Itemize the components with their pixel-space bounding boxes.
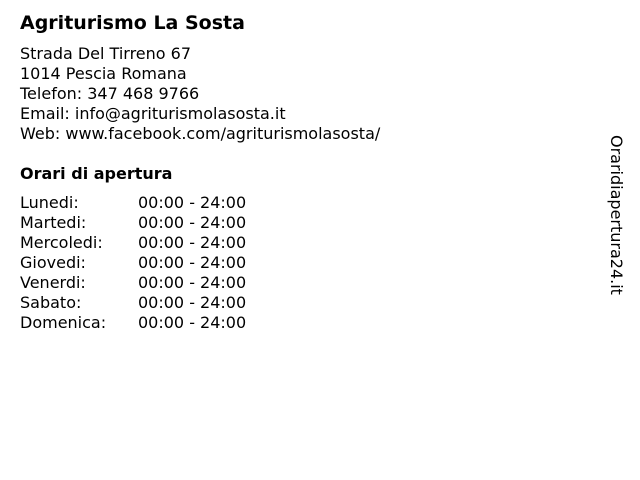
hours-row-monday bbox=[20, 193, 600, 213]
hours-row-friday bbox=[20, 273, 600, 293]
site-watermark: Oraridiapertura24.it bbox=[607, 135, 626, 295]
hours-day: Giovedi: bbox=[20, 253, 86, 272]
opening-hours-title: Orari di apertura bbox=[20, 164, 173, 183]
address-block bbox=[20, 44, 600, 144]
hours-time: 00:00 - 24:00 bbox=[138, 193, 247, 212]
hours-time: 00:00 - 24:00 bbox=[138, 213, 247, 232]
business-card bbox=[20, 10, 600, 333]
opening-hours-list bbox=[20, 193, 600, 333]
hours-row-tuesday bbox=[20, 213, 600, 233]
hours-row-saturday bbox=[20, 293, 600, 313]
hours-row-sunday bbox=[20, 313, 600, 333]
phone-line: Telefon: 347 468 9766 bbox=[20, 84, 200, 103]
hours-day: Martedi: bbox=[20, 213, 87, 232]
hours-time: 00:00 - 24:00 bbox=[138, 253, 247, 272]
hours-day: Domenica: bbox=[20, 313, 107, 332]
business-name: Agriturismo La Sosta bbox=[20, 12, 245, 34]
hours-day: Lunedi: bbox=[20, 193, 79, 212]
hours-time: 00:00 - 24:00 bbox=[138, 273, 247, 292]
hours-time: 00:00 - 24:00 bbox=[138, 293, 247, 312]
city-line: 1014 Pescia Romana bbox=[20, 64, 187, 83]
email-line: Email: info@agriturismolasosta.it bbox=[20, 104, 286, 123]
hours-day: Mercoledi: bbox=[20, 233, 103, 252]
street-address: Strada Del Tirreno 67 bbox=[20, 44, 192, 63]
hours-row-thursday bbox=[20, 253, 600, 273]
hours-day: Venerdi: bbox=[20, 273, 86, 292]
hours-day: Sabato: bbox=[20, 293, 82, 312]
hours-time: 00:00 - 24:00 bbox=[138, 313, 247, 332]
web-line: Web: www.facebook.com/agriturismolasosta/ bbox=[20, 124, 381, 143]
hours-time: 00:00 - 24:00 bbox=[138, 233, 247, 252]
hours-row-wednesday bbox=[20, 233, 600, 253]
